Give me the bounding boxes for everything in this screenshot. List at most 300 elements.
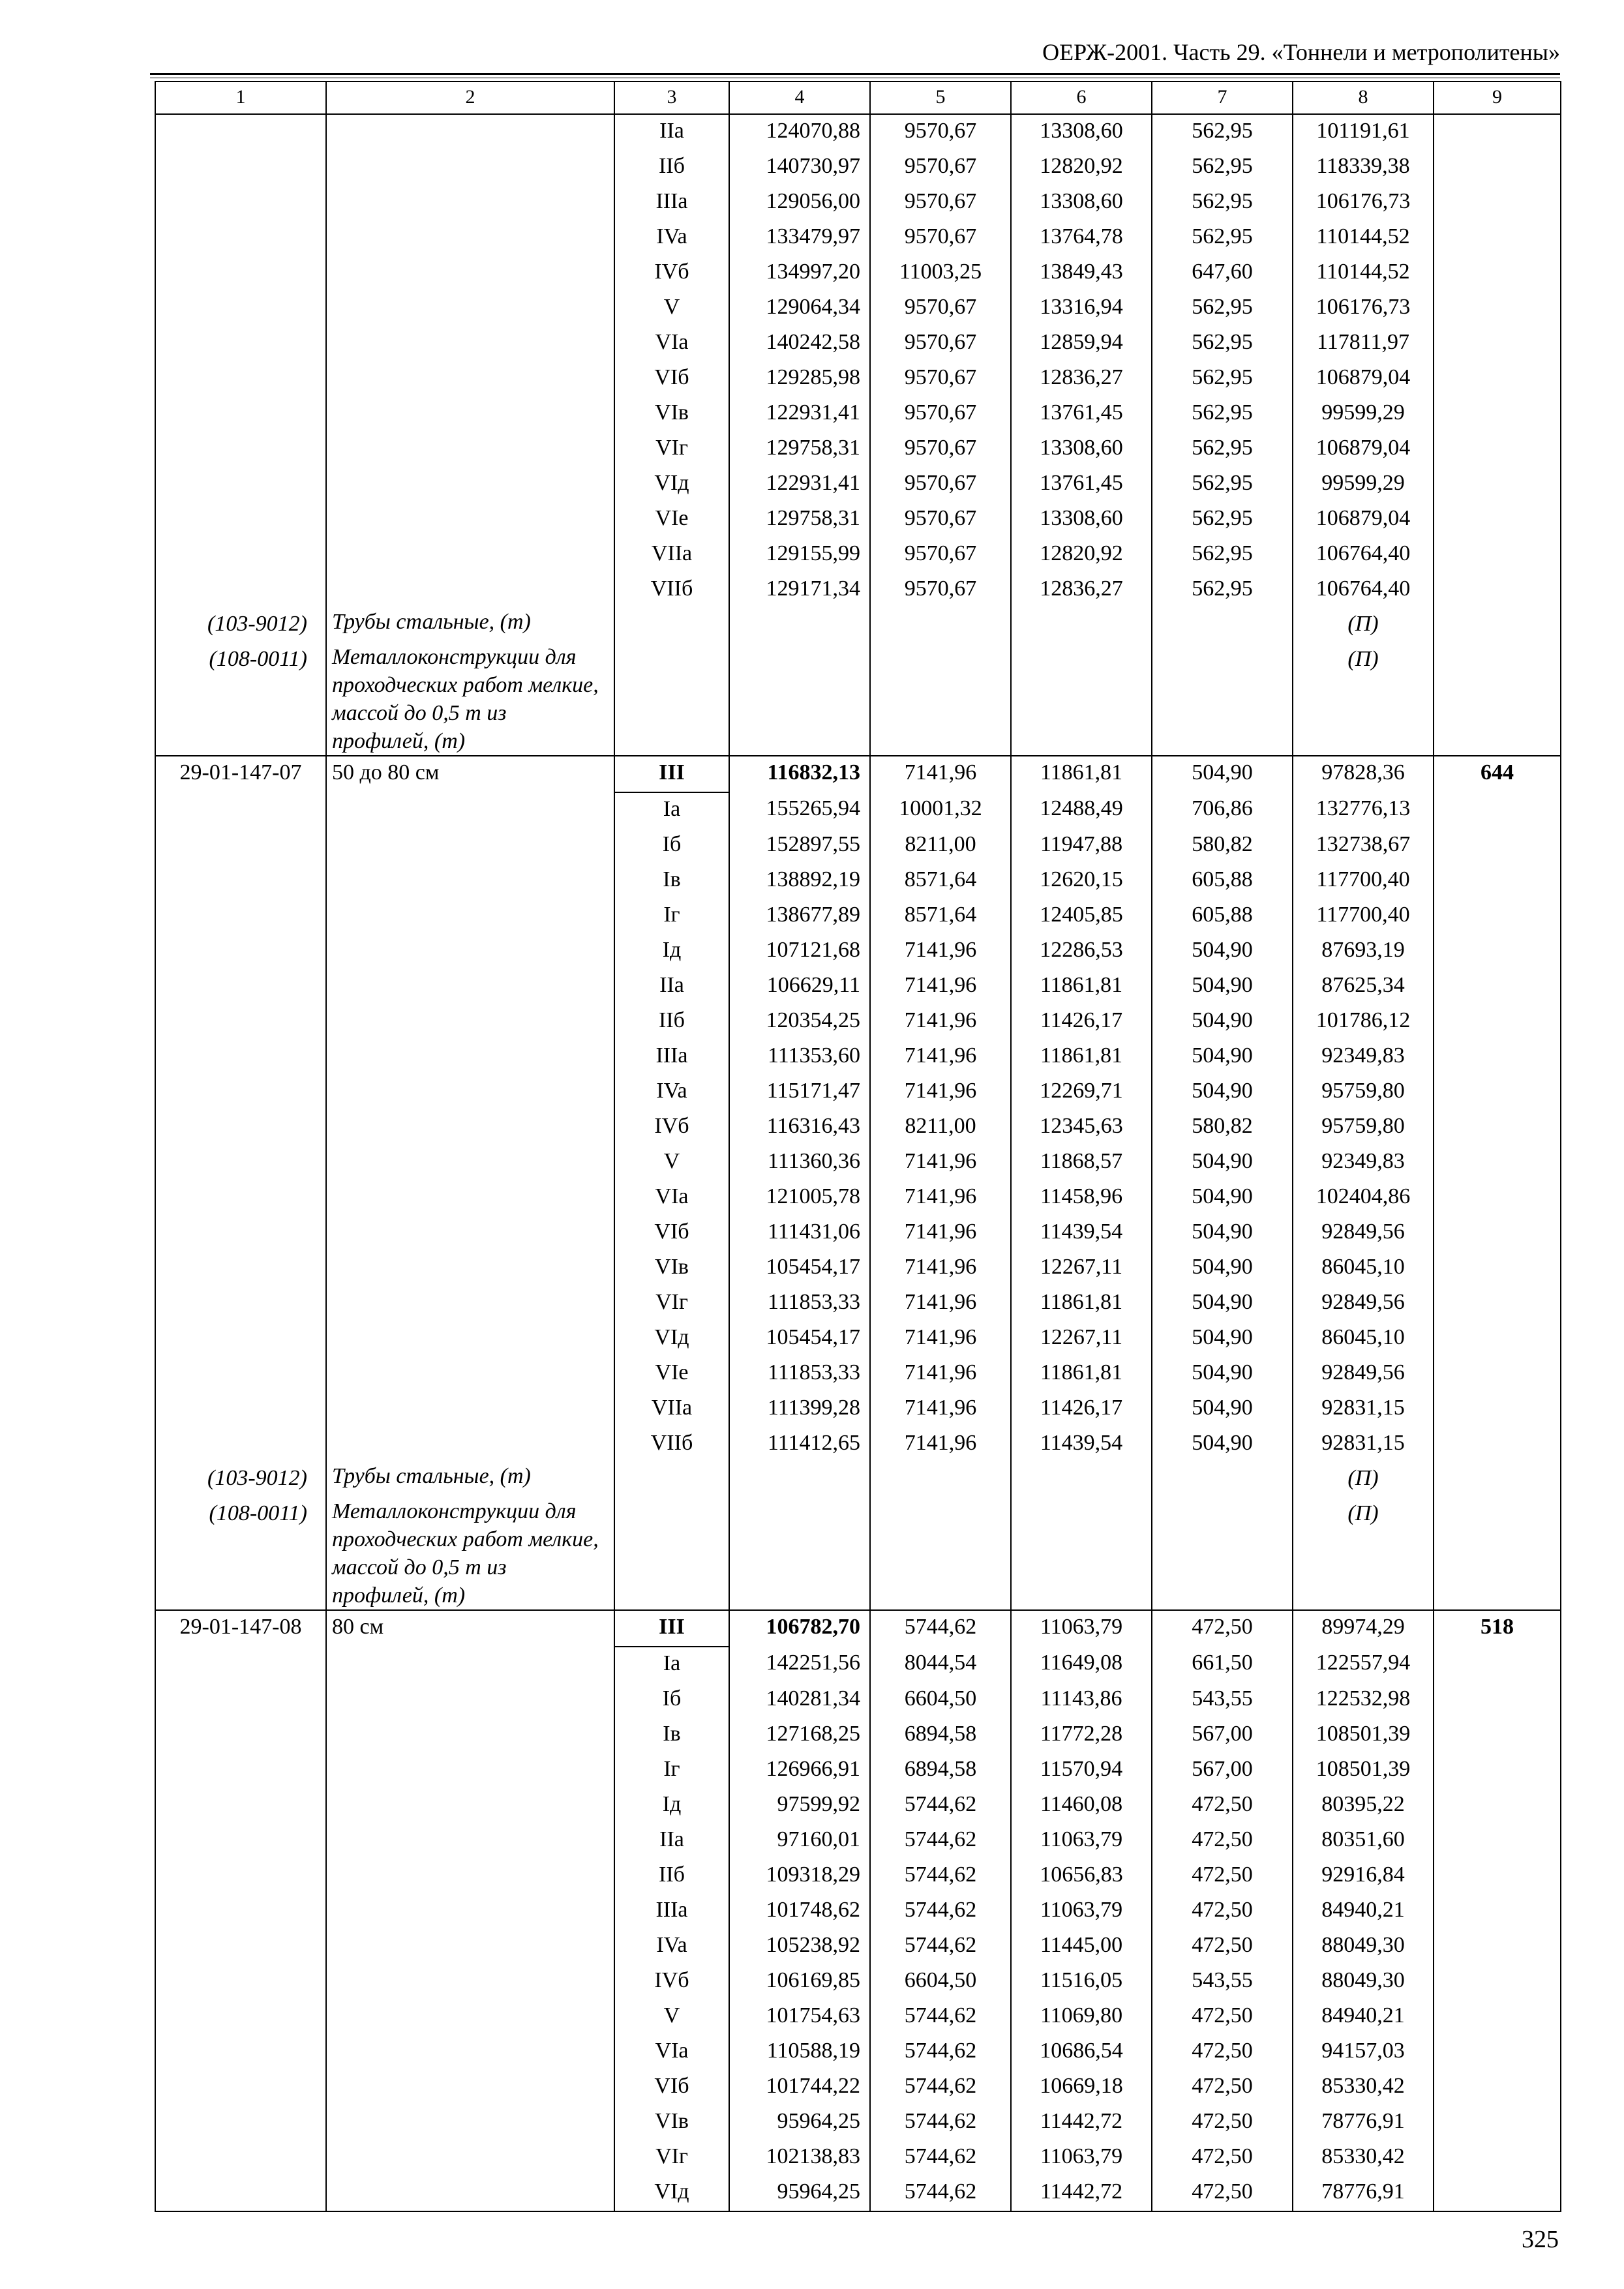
zone-cell: VIв <box>614 2105 729 2140</box>
total-cell <box>1434 1647 1561 1683</box>
value-cell: 13308,60 <box>1011 432 1152 467</box>
table-row <box>155 467 1561 502</box>
value-cell: 504,90 <box>1152 1286 1293 1321</box>
value-cell: 8211,00 <box>870 828 1011 863</box>
empty-cell <box>729 608 870 643</box>
table-row <box>155 1180 1561 1216</box>
value-cell: 9570,67 <box>870 502 1011 537</box>
value-cell: 11861,81 <box>1011 756 1152 792</box>
value-cell: 106764,40 <box>1293 537 1434 573</box>
value-cell: 472,50 <box>1152 1788 1293 1823</box>
empty-cell <box>1152 643 1293 756</box>
table-row <box>155 1392 1561 1427</box>
value-cell: 11426,17 <box>1011 1392 1152 1427</box>
table-row <box>155 969 1561 1004</box>
item-code <box>155 291 326 326</box>
table-row <box>155 256 1561 291</box>
item-name <box>326 1427 614 1462</box>
zone-cell: Iв <box>614 863 729 899</box>
value-cell: 87625,34 <box>1293 969 1434 1004</box>
value-cell: 108501,39 <box>1293 1753 1434 1788</box>
table-body <box>155 82 1561 2211</box>
zone-cell: IVб <box>614 1110 729 1145</box>
value-cell: 87693,19 <box>1293 934 1434 969</box>
empty-cell <box>1152 1497 1293 1610</box>
table-row <box>155 1929 1561 1964</box>
value-cell: 11861,81 <box>1011 1286 1152 1321</box>
value-cell: 13316,94 <box>1011 291 1152 326</box>
value-cell: 106629,11 <box>729 969 870 1004</box>
value-cell: 117700,40 <box>1293 863 1434 899</box>
table-row <box>155 2176 1561 2211</box>
value-cell: 11445,00 <box>1011 1929 1152 1964</box>
value-cell: 504,90 <box>1152 1040 1293 1075</box>
value-cell: 7141,96 <box>870 1180 1011 1216</box>
item-code <box>155 1110 326 1145</box>
value-cell: 11063,79 <box>1011 2140 1152 2176</box>
empty-cell <box>614 1497 729 1610</box>
value-cell: 95759,80 <box>1293 1110 1434 1145</box>
value-cell: 12286,53 <box>1011 934 1152 969</box>
zone-cell: VIв <box>614 396 729 432</box>
zone-cell: VIIa <box>614 537 729 573</box>
value-cell: 472,50 <box>1152 2105 1293 2140</box>
value-cell: 106169,85 <box>729 1964 870 1999</box>
item-code <box>155 1216 326 1251</box>
zone-cell: VIa <box>614 326 729 361</box>
item-name <box>326 467 614 502</box>
value-cell: 11772,28 <box>1011 1718 1152 1753</box>
value-cell: 8571,64 <box>870 863 1011 899</box>
item-name <box>326 2176 614 2211</box>
zone-cell: Iв <box>614 1718 729 1753</box>
item-name <box>326 1788 614 1823</box>
item-name: 50 до 80 см <box>326 756 614 792</box>
value-cell: 95964,25 <box>729 2105 870 2140</box>
resource-mark: (П) <box>1293 1497 1434 1610</box>
value-cell: 7141,96 <box>870 1075 1011 1110</box>
total-cell <box>1434 1216 1561 1251</box>
zone-cell: V <box>614 291 729 326</box>
empty-cell <box>1434 643 1561 756</box>
value-cell: 101748,62 <box>729 1894 870 1929</box>
value-cell: 138892,19 <box>729 863 870 899</box>
item-name <box>326 432 614 467</box>
value-cell: 706,86 <box>1152 792 1293 828</box>
total-cell <box>1434 220 1561 256</box>
value-cell: 155265,94 <box>729 792 870 828</box>
item-code <box>155 326 326 361</box>
item-code <box>155 2035 326 2070</box>
item-name <box>326 1286 614 1321</box>
total-cell <box>1434 1683 1561 1718</box>
value-cell: 11861,81 <box>1011 1040 1152 1075</box>
resource-code: (108-0011) <box>155 1497 326 1610</box>
table-row <box>155 1683 1561 1718</box>
value-cell: 140242,58 <box>729 326 870 361</box>
total-cell <box>1434 1392 1561 1427</box>
value-cell: 12269,71 <box>1011 1075 1152 1110</box>
table-row <box>155 2035 1561 2070</box>
item-name <box>326 1075 614 1110</box>
value-cell: 121005,78 <box>729 1180 870 1216</box>
value-cell: 472,50 <box>1152 1859 1293 1894</box>
item-code <box>155 828 326 863</box>
value-cell: 8044,54 <box>870 1647 1011 1683</box>
item-code <box>155 1753 326 1788</box>
item-code <box>155 573 326 608</box>
value-cell: 85330,42 <box>1293 2070 1434 2105</box>
value-cell: 562,95 <box>1152 220 1293 256</box>
value-cell: 504,90 <box>1152 1392 1293 1427</box>
column-number: 4 <box>729 82 870 114</box>
zone-cell: IIIa <box>614 1894 729 1929</box>
item-name <box>326 863 614 899</box>
total-cell <box>1434 1427 1561 1462</box>
resource-mark: (П) <box>1293 643 1434 756</box>
zone-cell: IIIa <box>614 1040 729 1075</box>
value-cell: 129064,34 <box>729 291 870 326</box>
total-cell <box>1434 1145 1561 1180</box>
value-cell: 92831,15 <box>1293 1392 1434 1427</box>
value-cell: 88049,30 <box>1293 1964 1434 1999</box>
resource-name: Металлоконструкции для проходческих работ мелкие, массой до 0,5 т из профилей, (т) <box>326 643 614 756</box>
value-cell: 5744,62 <box>870 1999 1011 2035</box>
table-row <box>155 1004 1561 1040</box>
item-code <box>155 969 326 1004</box>
value-cell: 13308,60 <box>1011 114 1152 150</box>
resource-code: (103-9012) <box>155 1462 326 1497</box>
item-code <box>155 220 326 256</box>
value-cell: 117700,40 <box>1293 899 1434 934</box>
value-cell: 129155,99 <box>729 537 870 573</box>
value-cell: 9570,67 <box>870 220 1011 256</box>
value-cell: 7141,96 <box>870 1004 1011 1040</box>
column-number: 2 <box>326 82 614 114</box>
zone-cell: IVa <box>614 220 729 256</box>
value-cell: 9570,67 <box>870 537 1011 573</box>
value-cell: 9570,67 <box>870 432 1011 467</box>
resource-mark: (П) <box>1293 1462 1434 1497</box>
empty-cell <box>614 643 729 756</box>
value-cell: 504,90 <box>1152 1356 1293 1392</box>
item-name <box>326 1894 614 1929</box>
item-name <box>326 256 614 291</box>
total-cell <box>1434 1180 1561 1216</box>
empty-cell <box>870 608 1011 643</box>
item-code: 29-01-147-08 <box>155 1610 326 1647</box>
value-cell: 11143,86 <box>1011 1683 1152 1718</box>
value-cell: 12820,92 <box>1011 537 1152 573</box>
item-code <box>155 1718 326 1753</box>
value-cell: 7141,96 <box>870 1145 1011 1180</box>
zone-cell: IVa <box>614 1075 729 1110</box>
total-cell <box>1434 934 1561 969</box>
total-cell <box>1434 1040 1561 1075</box>
value-cell: 10686,54 <box>1011 2035 1152 2070</box>
value-cell: 562,95 <box>1152 150 1293 185</box>
item-code <box>155 1823 326 1859</box>
item-name <box>326 185 614 220</box>
table-row <box>155 899 1561 934</box>
resource-note-row <box>155 608 1561 643</box>
item-code <box>155 1004 326 1040</box>
value-cell: 9570,67 <box>870 361 1011 396</box>
value-cell: 5744,62 <box>870 1788 1011 1823</box>
value-cell: 504,90 <box>1152 1075 1293 1110</box>
value-cell: 140281,34 <box>729 1683 870 1718</box>
value-cell: 567,00 <box>1152 1718 1293 1753</box>
resource-note-row <box>155 1462 1561 1497</box>
empty-cell <box>1434 1497 1561 1610</box>
zone-cell: Iб <box>614 828 729 863</box>
value-cell: 140730,97 <box>729 150 870 185</box>
value-cell: 7141,96 <box>870 1321 1011 1356</box>
total-cell <box>1434 291 1561 326</box>
total-cell <box>1434 1110 1561 1145</box>
item-code <box>155 1647 326 1683</box>
item-name <box>326 361 614 396</box>
total-cell <box>1434 1964 1561 1999</box>
table-row <box>155 432 1561 467</box>
value-cell: 105454,17 <box>729 1321 870 1356</box>
value-cell: 122931,41 <box>729 467 870 502</box>
value-cell: 133479,97 <box>729 220 870 256</box>
value-cell: 88049,30 <box>1293 1929 1434 1964</box>
value-cell: 9570,67 <box>870 326 1011 361</box>
value-cell: 99599,29 <box>1293 467 1434 502</box>
item-code <box>155 185 326 220</box>
total-cell <box>1434 396 1561 432</box>
empty-cell <box>1152 1462 1293 1497</box>
total-cell <box>1434 1718 1561 1753</box>
value-cell: 10656,83 <box>1011 1859 1152 1894</box>
value-cell: 472,50 <box>1152 1894 1293 1929</box>
table-row <box>155 2140 1561 2176</box>
value-cell: 6604,50 <box>870 1683 1011 1718</box>
total-cell <box>1434 573 1561 608</box>
value-cell: 13308,60 <box>1011 502 1152 537</box>
item-code <box>155 1859 326 1894</box>
item-code <box>155 863 326 899</box>
value-cell: 129056,00 <box>729 185 870 220</box>
table-row <box>155 1321 1561 1356</box>
item-name <box>326 1647 614 1683</box>
page-number: 325 <box>1522 2226 1559 2253</box>
zone-cell: VIб <box>614 361 729 396</box>
item-name <box>326 1753 614 1788</box>
item-name <box>326 2035 614 2070</box>
value-cell: 9570,67 <box>870 467 1011 502</box>
table-row <box>155 537 1561 573</box>
total-cell <box>1434 150 1561 185</box>
value-cell: 97160,01 <box>729 1823 870 1859</box>
total-cell <box>1434 828 1561 863</box>
zone-cell: IIa <box>614 1823 729 1859</box>
value-cell: 504,90 <box>1152 1251 1293 1286</box>
empty-cell <box>729 1497 870 1610</box>
value-cell: 562,95 <box>1152 326 1293 361</box>
resource-code: (103-9012) <box>155 608 326 643</box>
value-cell: 9570,67 <box>870 150 1011 185</box>
value-cell: 89974,29 <box>1293 1610 1434 1647</box>
value-cell: 106782,70 <box>729 1610 870 1647</box>
value-cell: 5744,62 <box>870 2176 1011 2211</box>
total-cell <box>1434 1929 1561 1964</box>
header-rule <box>150 73 1560 75</box>
value-cell: 116316,43 <box>729 1110 870 1145</box>
table-row <box>155 1075 1561 1110</box>
zone-cell: IVб <box>614 1964 729 1999</box>
value-cell: 5744,62 <box>870 1859 1011 1894</box>
item-name <box>326 291 614 326</box>
total-cell <box>1434 502 1561 537</box>
table-row <box>155 1216 1561 1251</box>
resource-mark: (П) <box>1293 608 1434 643</box>
value-cell: 117811,97 <box>1293 326 1434 361</box>
item-name <box>326 150 614 185</box>
item-name <box>326 828 614 863</box>
table-row <box>155 828 1561 863</box>
table-row <box>155 756 1561 792</box>
item-code <box>155 2140 326 2176</box>
item-name <box>326 934 614 969</box>
value-cell: 472,50 <box>1152 2140 1293 2176</box>
value-cell: 132738,67 <box>1293 828 1434 863</box>
value-cell: 10669,18 <box>1011 2070 1152 2105</box>
table-row <box>155 1823 1561 1859</box>
column-number: 5 <box>870 82 1011 114</box>
empty-cell <box>729 643 870 756</box>
value-cell: 11460,08 <box>1011 1788 1152 1823</box>
value-cell: 472,50 <box>1152 1610 1293 1647</box>
zone-cell: III <box>614 756 729 792</box>
zone-cell: VIг <box>614 432 729 467</box>
column-number: 1 <box>155 82 326 114</box>
value-cell: 92849,56 <box>1293 1356 1434 1392</box>
value-cell: 111360,36 <box>729 1145 870 1180</box>
value-cell: 13849,43 <box>1011 256 1152 291</box>
value-cell: 95759,80 <box>1293 1075 1434 1110</box>
item-name <box>326 1145 614 1180</box>
total-cell <box>1434 114 1561 150</box>
value-cell: 111853,33 <box>729 1356 870 1392</box>
zone-cell: IIб <box>614 1859 729 1894</box>
value-cell: 11063,79 <box>1011 1894 1152 1929</box>
value-cell: 5744,62 <box>870 1823 1011 1859</box>
value-cell: 11426,17 <box>1011 1004 1152 1040</box>
zone-cell: V <box>614 1999 729 2035</box>
total-cell <box>1434 326 1561 361</box>
table-row <box>155 1859 1561 1894</box>
item-code <box>155 467 326 502</box>
total-cell <box>1434 467 1561 502</box>
value-cell: 7141,96 <box>870 1286 1011 1321</box>
value-cell: 102138,83 <box>729 2140 870 2176</box>
total-cell <box>1434 537 1561 573</box>
empty-cell <box>870 1497 1011 1610</box>
item-code <box>155 396 326 432</box>
value-cell: 12345,63 <box>1011 1110 1152 1145</box>
table-row <box>155 1040 1561 1075</box>
item-code <box>155 1251 326 1286</box>
zone-cell: Iг <box>614 1753 729 1788</box>
value-cell: 127168,25 <box>729 1718 870 1753</box>
value-cell: 580,82 <box>1152 828 1293 863</box>
value-cell: 106176,73 <box>1293 291 1434 326</box>
value-cell: 6894,58 <box>870 1753 1011 1788</box>
item-name <box>326 792 614 828</box>
item-code <box>155 432 326 467</box>
column-number: 8 <box>1293 82 1434 114</box>
value-cell: 580,82 <box>1152 1110 1293 1145</box>
resource-note-row <box>155 1497 1561 1610</box>
item-code <box>155 1788 326 1823</box>
zone-cell: VIa <box>614 1180 729 1216</box>
zone-cell: VIa <box>614 2035 729 2070</box>
item-code <box>155 256 326 291</box>
zone-cell: VIв <box>614 1251 729 1286</box>
value-cell: 94157,03 <box>1293 2035 1434 2070</box>
value-cell: 129171,34 <box>729 573 870 608</box>
value-cell: 7141,96 <box>870 1040 1011 1075</box>
value-cell: 129758,31 <box>729 502 870 537</box>
value-cell: 106176,73 <box>1293 185 1434 220</box>
value-cell: 5744,62 <box>870 2140 1011 2176</box>
value-cell: 92849,56 <box>1293 1216 1434 1251</box>
table-row <box>155 326 1561 361</box>
item-name <box>326 1110 614 1145</box>
total-cell <box>1434 899 1561 934</box>
value-cell: 122557,94 <box>1293 1647 1434 1683</box>
value-cell: 101191,61 <box>1293 114 1434 150</box>
item-name <box>326 1321 614 1356</box>
item-name <box>326 396 614 432</box>
table-row <box>155 1356 1561 1392</box>
table-row <box>155 2105 1561 2140</box>
value-cell: 105454,17 <box>729 1251 870 1286</box>
value-cell: 605,88 <box>1152 899 1293 934</box>
item-code <box>155 2070 326 2105</box>
total-cell <box>1434 1788 1561 1823</box>
value-cell: 115171,47 <box>729 1075 870 1110</box>
value-cell: 11861,81 <box>1011 969 1152 1004</box>
zone-cell: VIд <box>614 467 729 502</box>
value-cell: 8211,00 <box>870 1110 1011 1145</box>
empty-cell <box>729 1462 870 1497</box>
value-cell: 110144,52 <box>1293 220 1434 256</box>
value-cell: 13308,60 <box>1011 185 1152 220</box>
total-cell <box>1434 863 1561 899</box>
value-cell: 13761,45 <box>1011 467 1152 502</box>
value-cell: 101786,12 <box>1293 1004 1434 1040</box>
item-code <box>155 150 326 185</box>
item-code <box>155 792 326 828</box>
value-cell: 138677,89 <box>729 899 870 934</box>
item-code <box>155 1999 326 2035</box>
value-cell: 105238,92 <box>729 1929 870 1964</box>
value-cell: 9570,67 <box>870 396 1011 432</box>
value-cell: 11516,05 <box>1011 1964 1152 1999</box>
table-row <box>155 1251 1561 1286</box>
value-cell: 134997,20 <box>729 256 870 291</box>
value-cell: 13761,45 <box>1011 396 1152 432</box>
value-cell: 124070,88 <box>729 114 870 150</box>
value-cell: 562,95 <box>1152 502 1293 537</box>
table-row <box>155 1110 1561 1145</box>
value-cell: 92849,56 <box>1293 1286 1434 1321</box>
total-cell <box>1434 256 1561 291</box>
